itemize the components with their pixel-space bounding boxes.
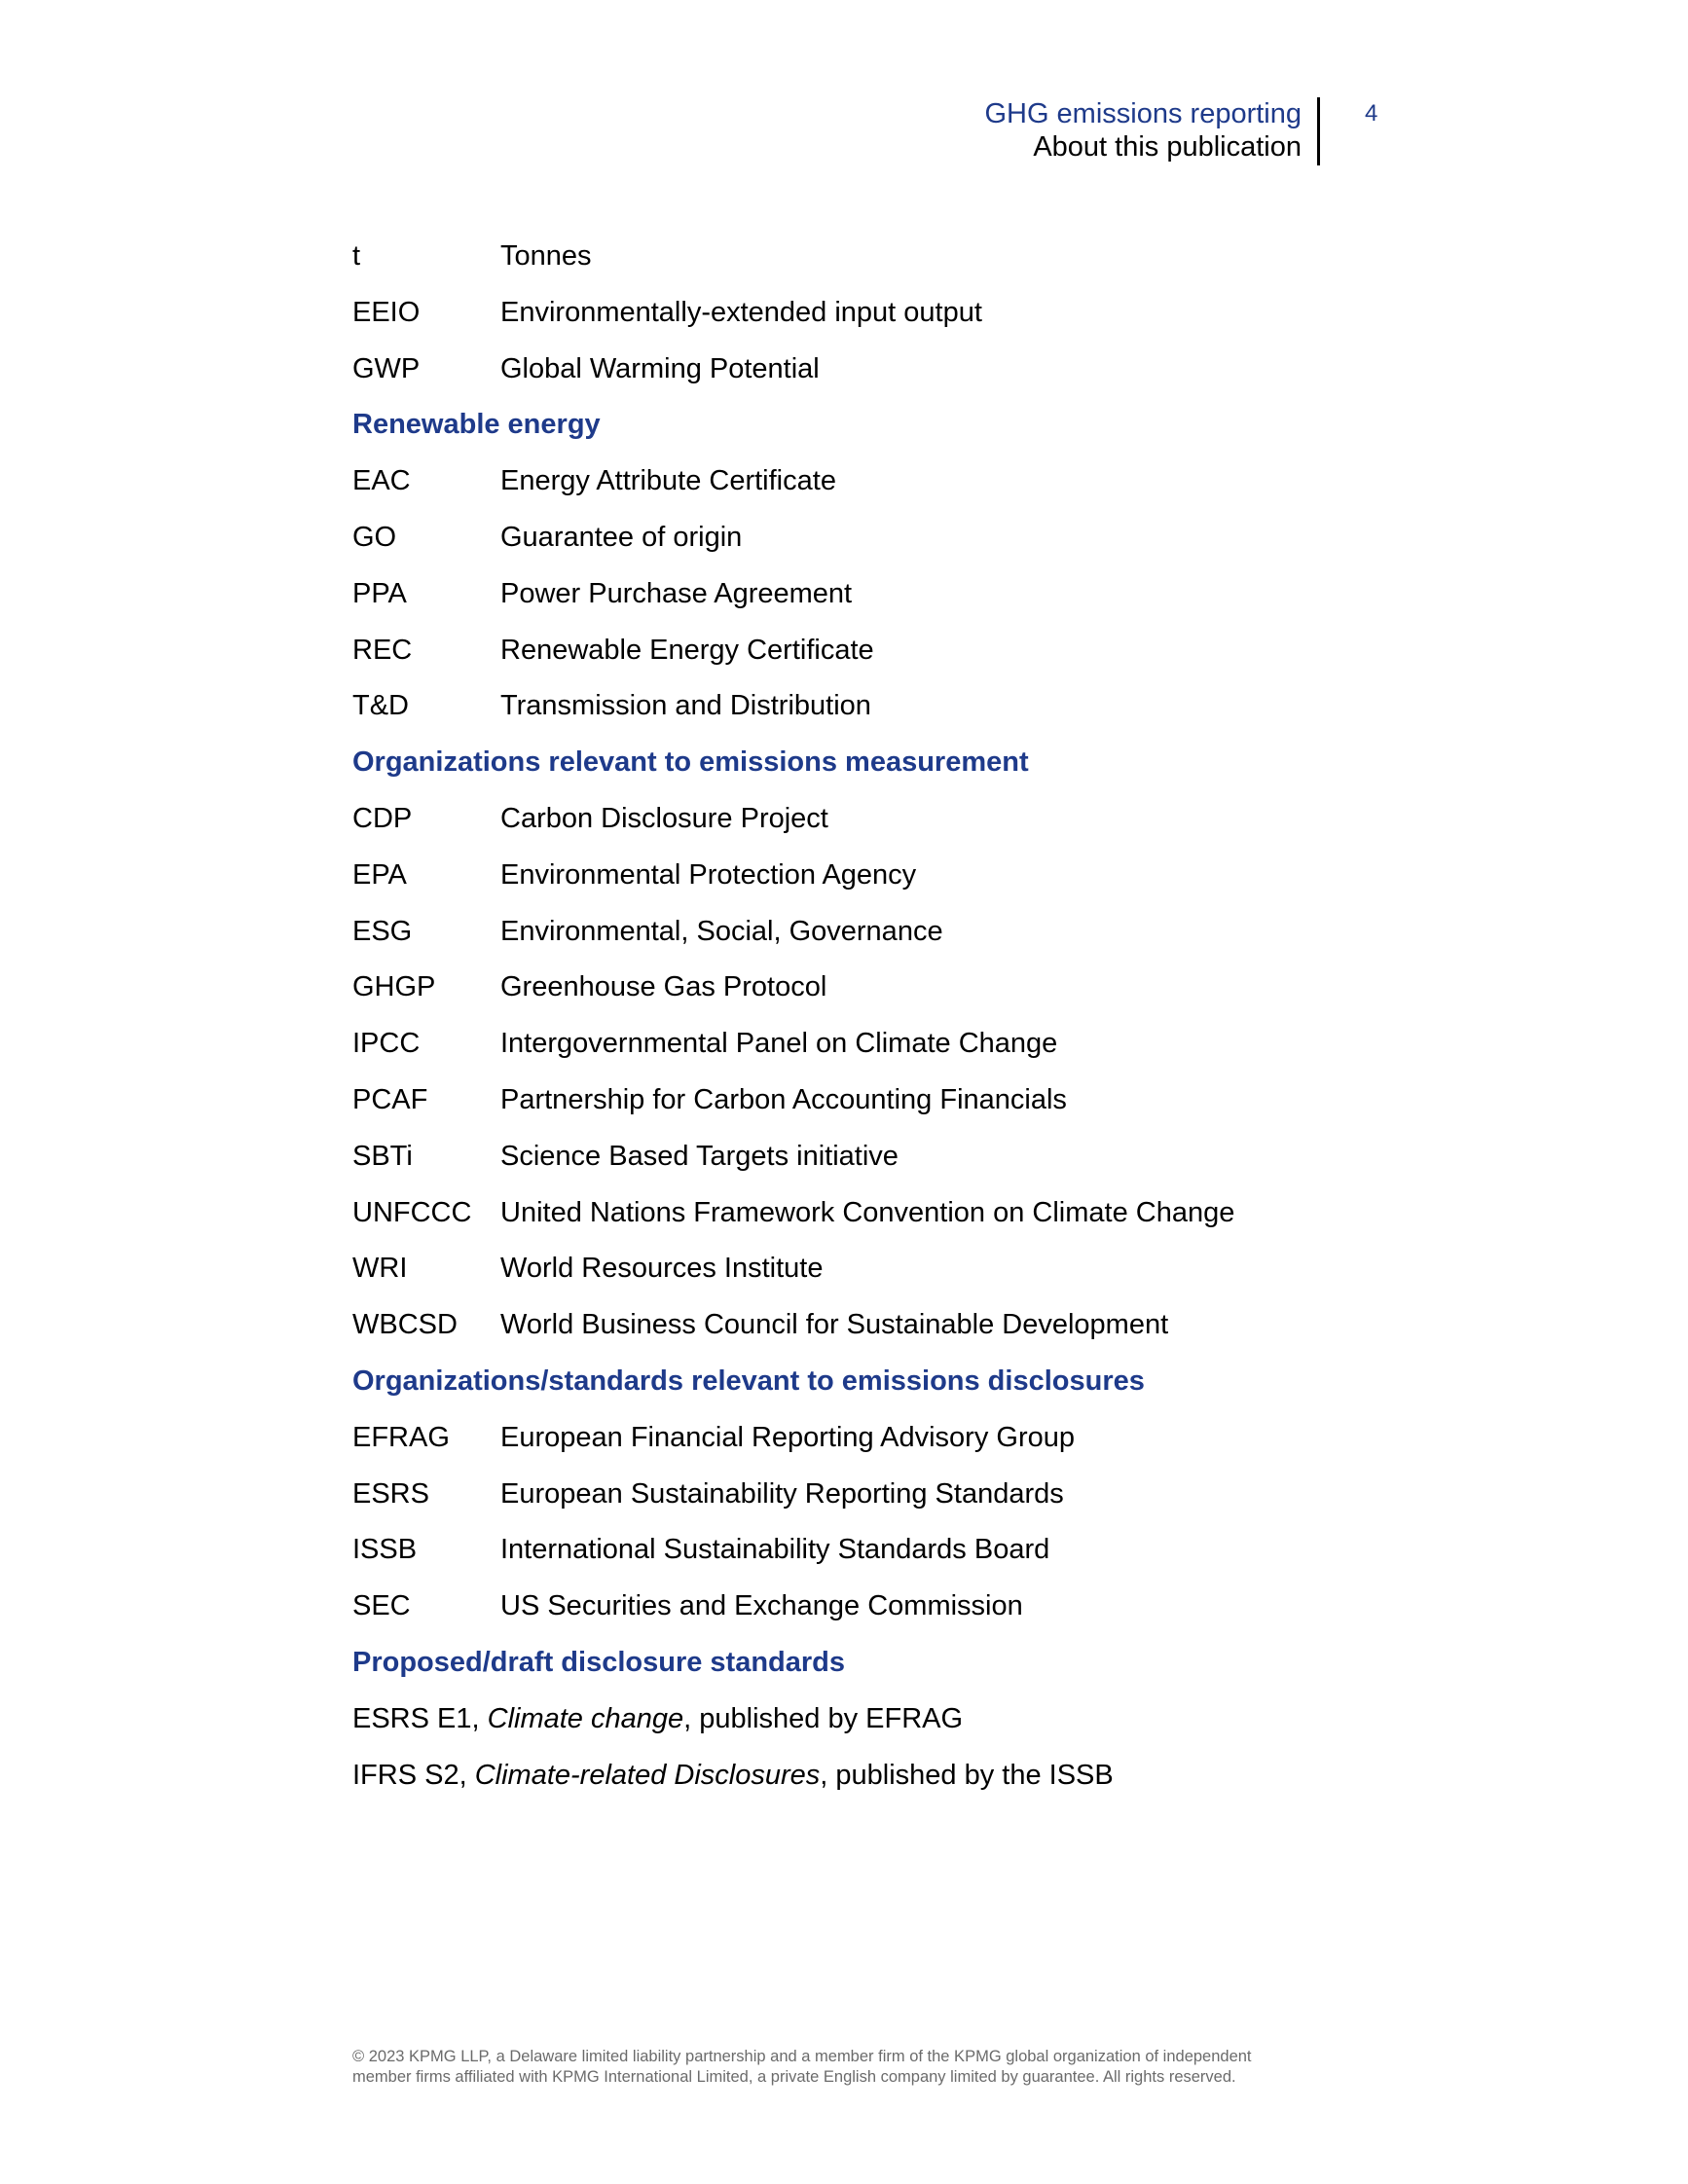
abbreviation-definition: US Securities and Exchange Commission (500, 1590, 1023, 1622)
abbreviation-definition: International Sustainability Standards Board (500, 1534, 1050, 1566)
abbreviation: REC (352, 634, 413, 666)
section-heading-emissions-measurement: Organizations relevant to emissions measurement (352, 746, 1029, 779)
abbreviation-row (352, 518, 1423, 574)
abbreviation-row (352, 1586, 1423, 1643)
abbreviation-definition: Environmental Protection Agency (500, 858, 917, 891)
section-heading-emissions-disclosures: Organizations/standards relevant to emissions disclosures (352, 1365, 1145, 1397)
page-number: 4 (1365, 100, 1378, 127)
draft-standard-item (352, 1699, 1423, 1756)
abbreviation-definition: Environmentally-extended input output (500, 296, 982, 328)
abbreviation: IPCC (352, 1028, 421, 1060)
draft-standard-item (352, 1756, 1423, 1812)
abbreviation-definition: Intergovernmental Panel on Climate Change (500, 1028, 1058, 1060)
abbreviation-definition: Global Warming Potential (500, 352, 820, 384)
abbreviation: PCAF (352, 1083, 428, 1115)
abbreviation-definition: Guarantee of origin (500, 521, 743, 553)
abbreviation-row (352, 1305, 1423, 1362)
abbreviation-definition: United Nations Framework Convention on Climate Change (500, 1196, 1235, 1228)
abbreviation-definition: Transmission and Distribution (500, 690, 871, 722)
section-heading-draft-standards: Proposed/draft disclosure standards (352, 1646, 846, 1678)
abbreviation: EAC (352, 465, 411, 497)
abbreviation-row (352, 293, 1423, 349)
abbreviation-row (352, 912, 1423, 968)
abbreviation: GWP (352, 352, 421, 384)
abbreviation-row (352, 1249, 1423, 1305)
abbreviation: T&D (352, 690, 409, 722)
abbreviation-definition: Greenhouse Gas Protocol (500, 971, 827, 1003)
abbreviation: CDP (352, 802, 413, 834)
abbreviation-row (352, 349, 1423, 406)
abbreviation: GHGP (352, 971, 436, 1003)
header-doc-title: GHG emissions reporting (984, 98, 1302, 129)
abbreviation-definition: Carbon Disclosure Project (500, 802, 828, 834)
standard-code: ESRS E1, (352, 1702, 488, 1734)
abbreviation-row (352, 1137, 1423, 1193)
abbreviation-row (352, 574, 1423, 631)
abbreviation-definition: Energy Attribute Certificate (500, 465, 836, 497)
abbreviation-row (352, 1530, 1423, 1586)
abbreviation: SEC (352, 1590, 411, 1622)
copyright-footer (352, 2047, 1326, 2088)
abbreviation-row (352, 1418, 1423, 1474)
abbreviation-row (352, 967, 1423, 1024)
section-heading-renewable-energy: Renewable energy (352, 409, 601, 441)
abbreviation-row (352, 1193, 1423, 1250)
abbreviation: EEIO (352, 296, 421, 328)
abbreviation: ESG (352, 915, 413, 947)
footer-line-1: © 2023 KPMG LLP, a Delaware limited liability partnership and a member firm of the KPMG global organization of independent (352, 2048, 1252, 2065)
abbreviation: ISSB (352, 1534, 418, 1566)
abbreviation: PPA (352, 577, 407, 609)
standard-code: IFRS S2, (352, 1759, 475, 1791)
abbreviation: WBCSD (352, 1309, 458, 1341)
abbreviation-definition: Science Based Targets initiative (500, 1140, 899, 1172)
abbreviation-definition: Renewable Energy Certificate (500, 634, 874, 666)
abbreviation-row (352, 686, 1423, 743)
abbreviations-list (352, 237, 1423, 1811)
abbreviation-definition: World Resources Institute (500, 1253, 824, 1285)
abbreviation-row (352, 1474, 1423, 1531)
abbreviation-row (352, 1080, 1423, 1137)
footer-line-2: member firms affiliated with KPMG International Limited, a private English company limited by guarantee. All rights reserved. (352, 2068, 1236, 2086)
abbreviation-definition: World Business Council for Sustainable Development (500, 1309, 1169, 1341)
abbreviation-row (352, 631, 1423, 687)
abbreviation-row (352, 1024, 1423, 1080)
abbreviation-row (352, 799, 1423, 855)
standard-title: Climate change (487, 1702, 684, 1734)
running-header (620, 97, 1320, 165)
standard-publisher: , published by the ISSB (820, 1759, 1114, 1791)
abbreviation: EPA (352, 858, 407, 891)
abbreviation: ESRS (352, 1477, 429, 1510)
abbreviation: UNFCCC (352, 1196, 472, 1228)
abbreviation-definition: Environmental, Social, Governance (500, 915, 943, 947)
header-section-title: About this publication (1033, 131, 1302, 163)
abbreviation-row (352, 461, 1423, 518)
abbreviation: GO (352, 521, 397, 553)
standard-title: Climate-related Disclosures (474, 1759, 821, 1791)
abbreviation-definition: European Sustainability Reporting Standards (500, 1477, 1064, 1510)
abbreviation-row (352, 237, 1423, 293)
abbreviation-definition: Partnership for Carbon Accounting Financials (500, 1083, 1067, 1115)
standard-publisher: , published by EFRAG (683, 1702, 964, 1734)
abbreviation-definition: Tonnes (500, 240, 592, 272)
abbreviation-definition: European Financial Reporting Advisory Group (500, 1421, 1075, 1453)
abbreviation: SBTi (352, 1140, 413, 1172)
abbreviation: t (352, 240, 361, 272)
abbreviation: EFRAG (352, 1421, 450, 1453)
abbreviation-definition: Power Purchase Agreement (500, 577, 853, 609)
abbreviation: WRI (352, 1253, 408, 1285)
abbreviation-row (352, 855, 1423, 912)
